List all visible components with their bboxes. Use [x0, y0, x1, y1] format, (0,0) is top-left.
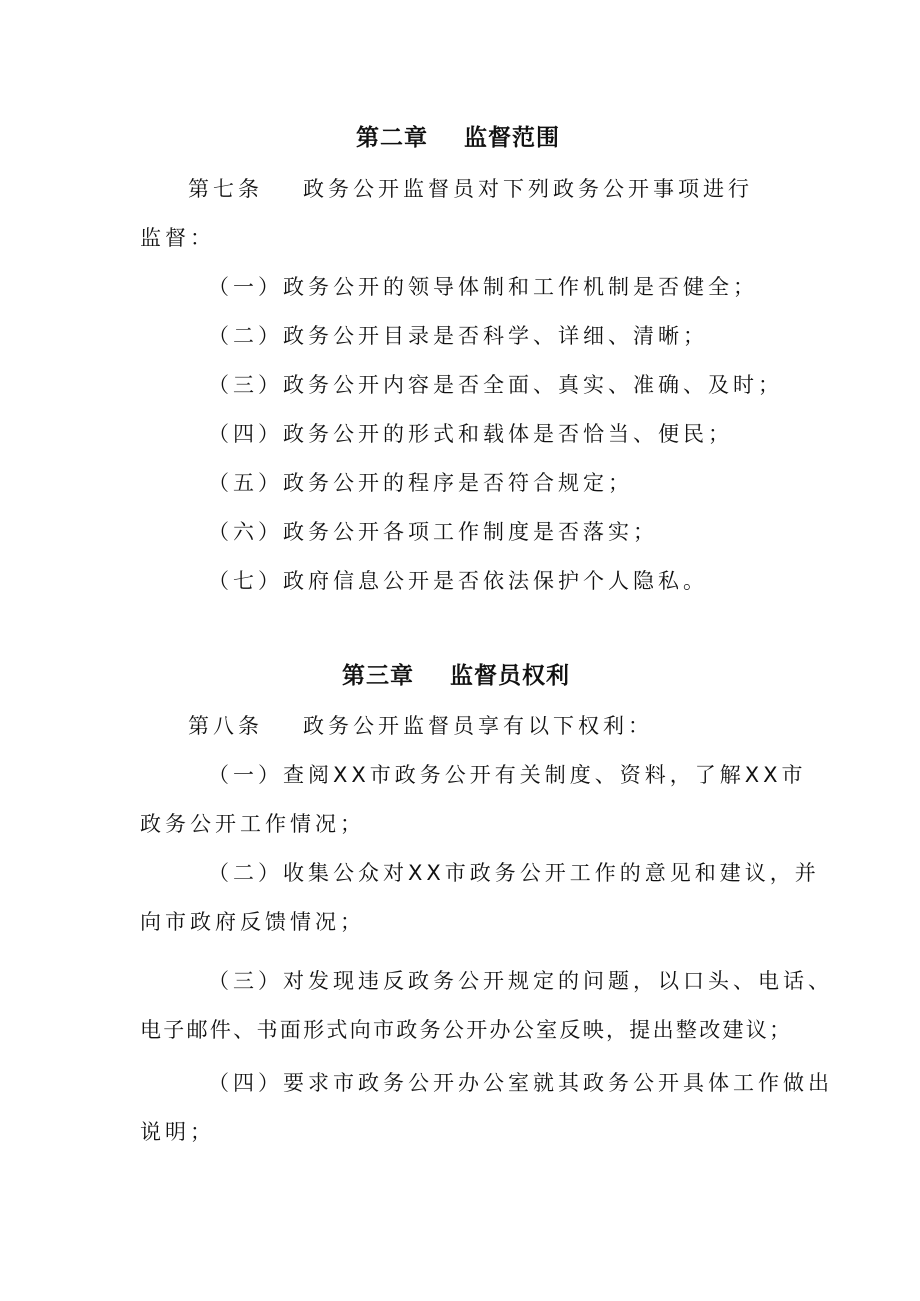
chapter-2-title: 监督范围	[464, 125, 560, 151]
article-8-number: 第八条	[188, 714, 263, 738]
article-7-item-1: （一）政务公开的领导体制和工作机制是否健全；	[208, 275, 758, 299]
chapter-2-heading	[356, 123, 560, 153]
article-8-item-2-line2: 向市政府反馈情况；	[140, 910, 365, 934]
chapter-2-number: 第二章	[356, 125, 428, 151]
article-8-item-1-line2: 政务公开工作情况；	[140, 812, 365, 836]
article-8-item-2-line1: （二）收集公众对XX市政务公开工作的意见和建议，并	[208, 861, 820, 885]
article-7-item-3: （三）政务公开内容是否全面、真实、准确、及时；	[208, 373, 783, 397]
article-8	[188, 712, 653, 740]
article-8-item-1-line1: （一）查阅XX市政务公开有关制度、资料，了解XX市	[208, 763, 807, 787]
article-8-item-4-line1: （四）要求市政务公开办公室就其政务公开具体工作做出	[208, 1071, 833, 1095]
article-7-item-6: （六）政务公开各项工作制度是否落实；	[208, 520, 658, 544]
article-7-text-line1: 政务公开监督员对下列政务公开事项进行	[303, 177, 753, 201]
article-7-item-2: （二）政务公开目录是否科学、详细、清晰；	[208, 324, 708, 348]
article-8-text: 政务公开监督员享有以下权利：	[303, 714, 653, 738]
article-8-item-4-line2: 说明；	[140, 1120, 215, 1144]
article-7-text-line2: 监督：	[140, 226, 215, 250]
chapter-3-number: 第三章	[342, 663, 414, 689]
article-7-item-4: （四）政务公开的形式和载体是否恰当、便民；	[208, 422, 733, 446]
article-8-item-3-line2: 电子邮件、书面形式向市政务公开办公室反映，提出整改建议；	[140, 1018, 793, 1042]
article-7-item-7: （七）政府信息公开是否依法保护个人隐私。	[208, 569, 708, 593]
article-8-item-3-line1: （三）对发现违反政务公开规定的问题，以口头、电话、	[208, 969, 833, 993]
article-7-item-5: （五）政务公开的程序是否符合规定；	[208, 471, 633, 495]
chapter-3-heading	[342, 661, 570, 691]
chapter-3-title: 监督员权利	[450, 663, 570, 689]
article-7-number: 第七条	[188, 177, 263, 201]
article-7	[188, 175, 753, 203]
